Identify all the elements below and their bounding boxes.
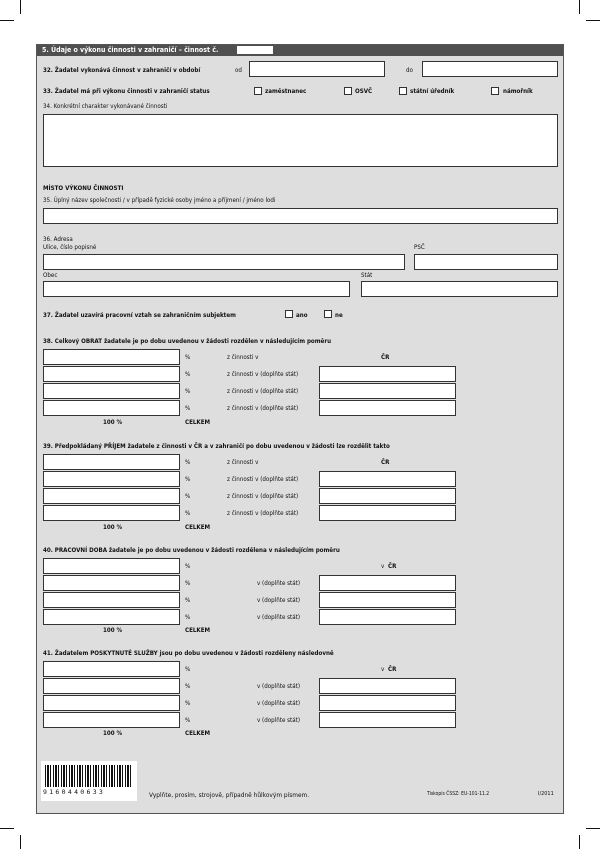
- percent-sign: %: [185, 717, 191, 724]
- status-osvc-label: OSVČ: [355, 88, 373, 95]
- q32-od-label: od: [235, 67, 242, 74]
- percent-sign: %: [185, 388, 191, 395]
- total-percent: 100 %: [103, 419, 123, 426]
- barcode-number: 9160440633: [43, 788, 106, 796]
- percent-sign: %: [185, 371, 191, 378]
- q40-row1-label: v: [381, 563, 385, 570]
- worktime-country-field[interactable]: [319, 609, 456, 625]
- obec-label: Obec: [43, 272, 58, 279]
- place-heading: MÍSTO VÝKONU ČINNOSTI: [43, 185, 124, 192]
- q38-row-label: z činnosti v (doplňte stát): [227, 405, 299, 412]
- percent-sign: %: [185, 476, 191, 483]
- activity-description-field[interactable]: [43, 114, 558, 167]
- income-country-field[interactable]: [319, 505, 456, 521]
- percent-sign: %: [185, 597, 191, 604]
- turnover-pct-field[interactable]: [43, 400, 180, 416]
- income-country-field[interactable]: [319, 488, 456, 504]
- percent-sign: %: [185, 354, 191, 361]
- footer-date: I/2011: [538, 791, 554, 797]
- q36-label: 36. Adresa: [43, 236, 73, 243]
- form-section: [36, 44, 564, 814]
- footer-form-id: Tiskopis ČSSZ: EU-101-11.2: [427, 791, 490, 797]
- income-country-field[interactable]: [319, 471, 456, 487]
- worktime-pct-field[interactable]: [43, 609, 180, 625]
- status-official-checkbox[interactable]: [399, 87, 407, 95]
- q41-row1-label: v: [381, 666, 385, 673]
- company-name-field[interactable]: [43, 208, 558, 224]
- total-label: CELKEM: [185, 627, 211, 634]
- turnover-country-field[interactable]: [319, 383, 456, 399]
- worktime-cz-pct-field[interactable]: [43, 558, 180, 574]
- turnover-country-field[interactable]: [319, 400, 456, 416]
- activity-number-field[interactable]: [237, 46, 273, 54]
- q32-do-label: do: [406, 67, 413, 74]
- q40-row-label: v (doplňte stát): [257, 614, 301, 621]
- q41-row-label: v (doplňte stát): [257, 700, 301, 707]
- psc-field[interactable]: [414, 254, 558, 270]
- q32-label: 32. Žadatel vykonává činnost v zahraničí v období: [43, 67, 201, 74]
- crop-mark: [0, 828, 14, 829]
- q38-row1-label: z činnosti v: [227, 354, 259, 361]
- crop-mark: [579, 0, 580, 14]
- percent-sign: %: [185, 493, 191, 500]
- income-pct-field[interactable]: [43, 505, 180, 521]
- q38-cr-label: ČR: [381, 354, 390, 361]
- status-osvc-checkbox[interactable]: [344, 87, 352, 95]
- q39-row-label: z činnosti v (doplňte stát): [227, 493, 299, 500]
- turnover-country-field[interactable]: [319, 366, 456, 382]
- section-title: 5. Údaje o výkonu činnosti v zahraničí – činnost č.: [42, 46, 219, 54]
- q40-row-label: v (doplňte stát): [257, 580, 301, 587]
- status-seaman-label: námořník: [503, 88, 533, 95]
- q41-row-label: v (doplňte stát): [257, 683, 301, 690]
- crop-mark: [20, 0, 21, 14]
- period-to-field[interactable]: [422, 61, 558, 77]
- services-cz-pct-field[interactable]: [43, 661, 180, 677]
- q39-cr-label: ČR: [381, 459, 390, 466]
- barcode-bars: [45, 765, 133, 787]
- q34-label: 34. Konkrétní charakter vykonávané činnosti: [43, 103, 168, 110]
- percent-sign: %: [185, 580, 191, 587]
- psc-label: PSČ: [414, 244, 425, 251]
- q41-label: 41. Žadatelem POSKYTNUTÉ SLUŽBY jsou po dobu uvedenou v žádosti rozděleny následovně: [43, 650, 334, 657]
- street-field[interactable]: [43, 254, 405, 270]
- total-percent: 100 %: [103, 627, 123, 634]
- percent-sign: %: [185, 459, 191, 466]
- services-pct-field[interactable]: [43, 712, 180, 728]
- worktime-country-field[interactable]: [319, 592, 456, 608]
- section-header: [37, 45, 563, 56]
- services-pct-field[interactable]: [43, 695, 180, 711]
- q39-label: 39. Předpokládaný PŘÍJEM žadatele z činnosti v ČR a v zahraničí po dobu uvedenou v žádosti lze rozdělit takto: [43, 443, 390, 450]
- services-country-field[interactable]: [319, 695, 456, 711]
- turnover-cz-pct-field[interactable]: [43, 349, 180, 365]
- services-country-field[interactable]: [319, 678, 456, 694]
- turnover-pct-field[interactable]: [43, 383, 180, 399]
- q38-row-label: z činnosti v (doplňte stát): [227, 388, 299, 395]
- q40-cr-label: ČR: [388, 563, 397, 570]
- percent-sign: %: [185, 510, 191, 517]
- worktime-pct-field[interactable]: [43, 575, 180, 591]
- street-label: Ulice, číslo popisné: [43, 244, 97, 251]
- city-field[interactable]: [43, 281, 350, 297]
- total-percent: 100 %: [103, 524, 123, 531]
- services-country-field[interactable]: [319, 712, 456, 728]
- worktime-pct-field[interactable]: [43, 592, 180, 608]
- q33-label: 33. Žadatel má při výkonu činnosti v zahraničí status: [43, 88, 210, 95]
- crop-mark: [586, 828, 600, 829]
- contract-yes-checkbox[interactable]: [285, 310, 293, 318]
- percent-sign: %: [185, 614, 191, 621]
- income-cz-pct-field[interactable]: [43, 454, 180, 470]
- q39-row-label: z činnosti v (doplňte stát): [227, 476, 299, 483]
- status-seaman-checkbox[interactable]: [491, 87, 499, 95]
- q38-label: 38. Celkový OBRAT žadatele je po dobu uvedenou v žádosti rozdělen v následujícím poměru: [43, 338, 332, 345]
- q39-row1-label: z činnosti v: [227, 459, 259, 466]
- percent-sign: %: [185, 666, 191, 673]
- crop-mark: [20, 835, 21, 849]
- status-employee-label: zaměstnanec: [265, 88, 307, 95]
- status-employee-checkbox[interactable]: [254, 87, 262, 95]
- contract-no-label: ne: [335, 312, 343, 319]
- contract-no-checkbox[interactable]: [324, 310, 332, 318]
- q35-label: 35. Úplný název společnosti / v případě fyzické osoby jméno a příjmení / jméno lodi: [43, 197, 276, 204]
- q37-label: 37. Žadatel uzavírá pracovní vztah se zahraničním subjektem: [43, 312, 236, 319]
- period-from-field[interactable]: [249, 61, 385, 77]
- q41-row-label: v (doplňte stát): [257, 717, 301, 724]
- percent-sign: %: [185, 700, 191, 707]
- percent-sign: %: [185, 405, 191, 412]
- q38-row-label: z činnosti v (doplňte stát): [227, 371, 299, 378]
- total-label: CELKEM: [185, 419, 211, 426]
- income-pct-field[interactable]: [43, 471, 180, 487]
- crop-mark: [579, 835, 580, 849]
- turnover-pct-field[interactable]: [43, 366, 180, 382]
- services-pct-field[interactable]: [43, 678, 180, 694]
- q41-cr-label: ČR: [388, 666, 397, 673]
- total-label: CELKEM: [185, 730, 211, 737]
- crop-mark: [586, 20, 600, 21]
- crop-mark: [0, 20, 14, 21]
- contract-yes-label: ano: [296, 312, 308, 319]
- status-official-label: státní úředník: [410, 88, 455, 95]
- footer-note: Vyplňte, prosím, strojově, případně hůlkovým písmem.: [149, 791, 310, 799]
- country-field[interactable]: [361, 281, 558, 297]
- q39-row-label: z činnosti v (doplňte stát): [227, 510, 299, 517]
- percent-sign: %: [185, 683, 191, 690]
- q40-label: 40. PRACOVNÍ DOBA žadatele je po dobu uvedenou v žádosti rozdělena v následujícím poměru: [43, 547, 340, 554]
- q40-row-label: v (doplňte stát): [257, 597, 301, 604]
- stat-label: Stát: [361, 272, 373, 279]
- worktime-country-field[interactable]: [319, 575, 456, 591]
- income-pct-field[interactable]: [43, 488, 180, 504]
- percent-sign: %: [185, 563, 191, 570]
- total-percent: 100 %: [103, 730, 123, 737]
- total-label: CELKEM: [185, 524, 211, 531]
